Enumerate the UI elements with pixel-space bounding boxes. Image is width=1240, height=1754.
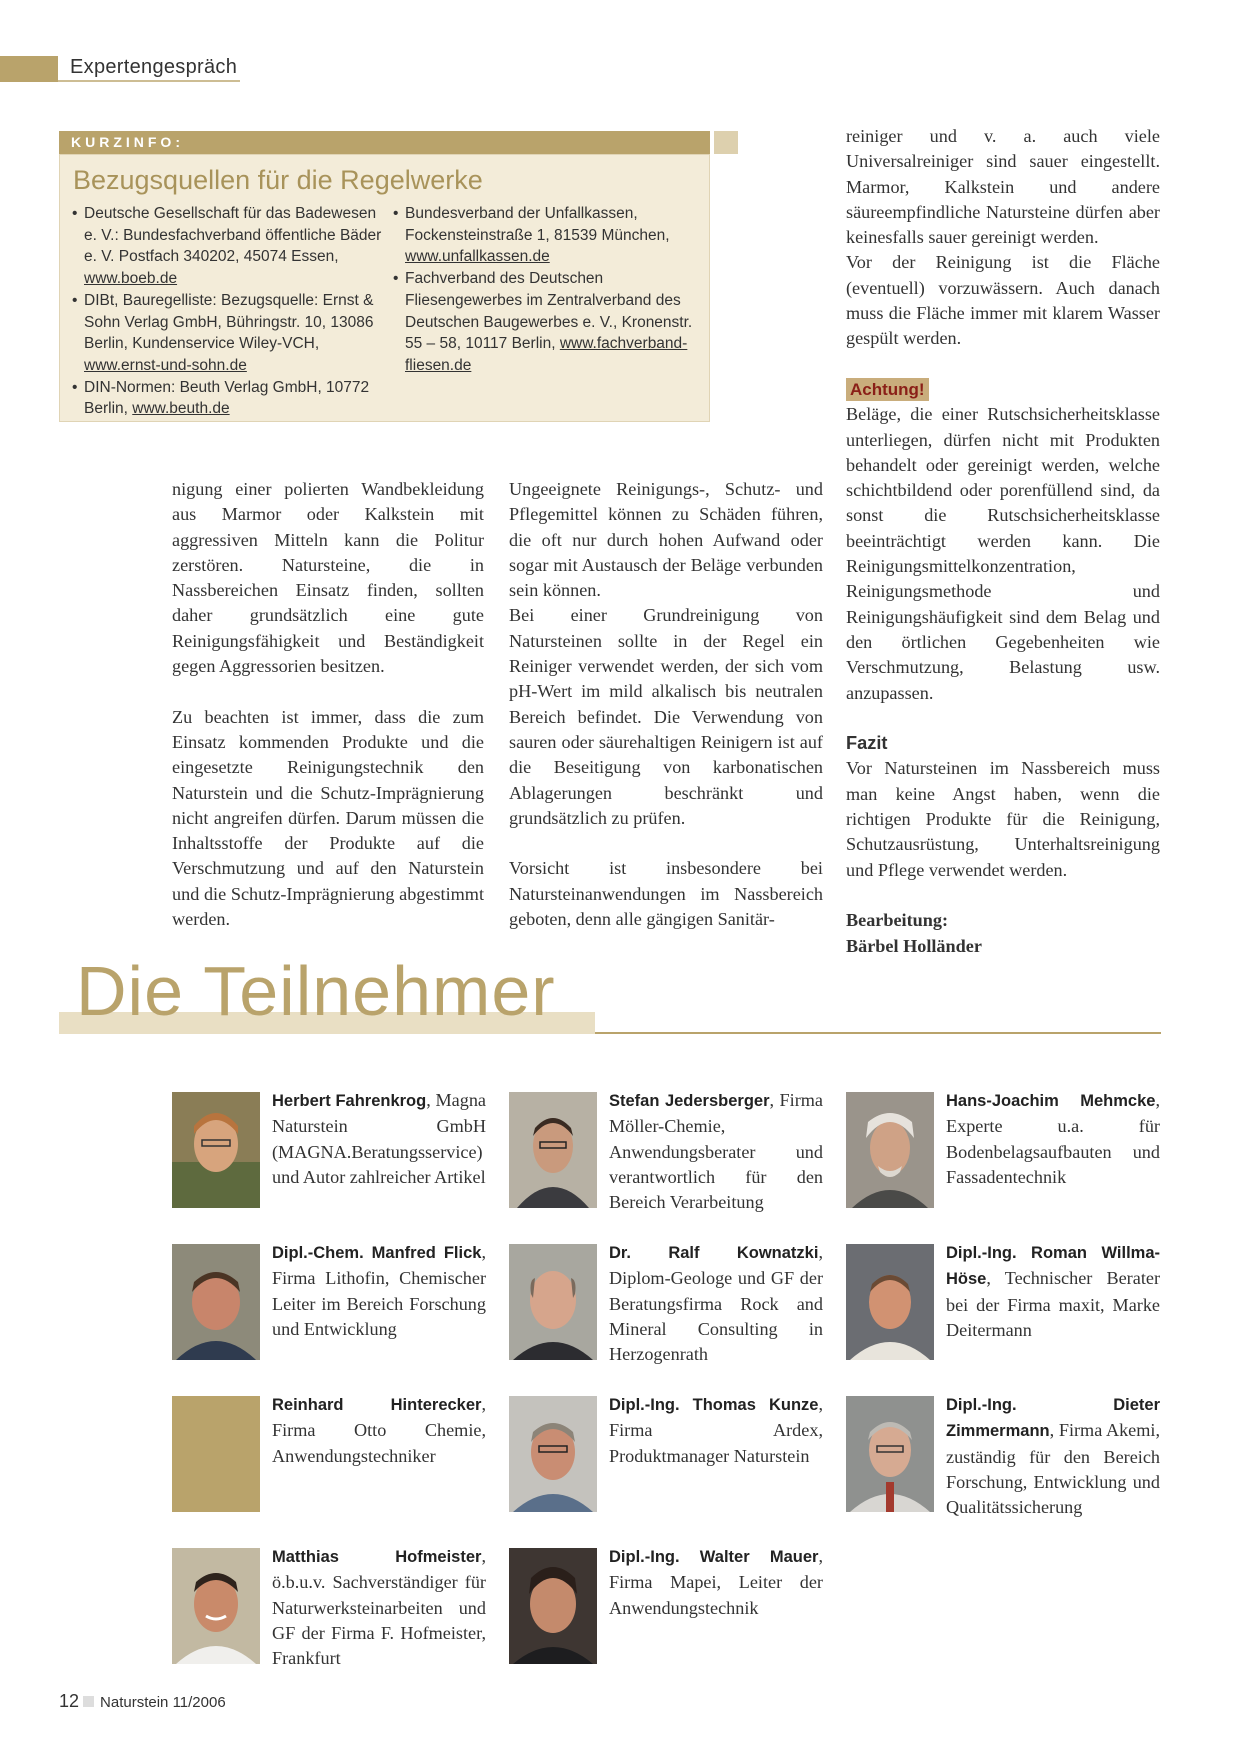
portrait-photo — [172, 1092, 260, 1208]
source-link[interactable]: www.ernst-und-sohn.de — [84, 356, 247, 374]
participant-description: Technischer Berater bei der Firma maxit, Marke Deitermann — [946, 1268, 1160, 1340]
kurzinfo-box — [59, 154, 710, 422]
article-column-1 — [172, 477, 484, 932]
section-rule — [595, 1032, 1161, 1034]
footer-square — [83, 1696, 94, 1707]
participant-name: Herbert Fahrenkrog — [272, 1092, 427, 1110]
participant-name: Hans-Joachim Mehmcke — [946, 1092, 1156, 1110]
section-underline — [58, 80, 240, 82]
section-title: Expertengespräch — [70, 56, 238, 78]
list-item: • Deutsche Gesellschaft für das Badewesen e. V.: Bundesfachverband öffentliche Bäder e. V. Postfach 340202, 45074 Essen, www.boeb.de — [72, 203, 386, 290]
participant-name: Dr. Ralf Kownatzki — [609, 1244, 819, 1262]
participant-name: Dipl.-Ing. Dieter Zimmermann — [946, 1396, 1160, 1441]
participant-description: Experte u.a. für Bodenbelagsaufbauten und Fassadentechnik — [946, 1116, 1160, 1187]
article-column-2 — [509, 477, 823, 932]
publication-name: Naturstein 11/2006 — [100, 1694, 226, 1711]
portrait-photo — [509, 1548, 597, 1664]
portrait-photo — [172, 1548, 260, 1664]
achtung-heading: Achtung! — [846, 378, 929, 401]
participant-name: Dipl.-Ing. Walter Mauer — [609, 1548, 819, 1566]
participant-description: Firma Akemi, zuständig für den Bereich Forschung, Entwicklung und Qualitätssicherung — [946, 1420, 1160, 1518]
portrait-photo — [846, 1396, 934, 1512]
list-item: • DIN-Normen: Beuth Verlag GmbH, 10772 Berlin, www.beuth.de — [72, 377, 386, 420]
source-link[interactable]: www.beuth.de — [132, 400, 230, 418]
participant-description: Firma Mapei, Leiter der Anwendungstechnik — [609, 1572, 823, 1618]
paragraph: Ungeeignete Reinigungs-, Schutz- und Pflegemittel können zu Schäden führen, die oft nur durch hohen Aufwand oder sogar mit Austausch der Beläge verbunden sein können. — [509, 479, 823, 601]
participant-description: Firma Möller-Chemie, Anwendungsberater und verantwortlich für den Bereich Verarbeitung — [609, 1090, 823, 1213]
participant-description: Firma Lithofin, Chemischer Leiter im Bereich Forschung und Entwicklung — [272, 1268, 486, 1339]
participant-description: Firma Ardex, Produktmanager Naturstein — [609, 1420, 823, 1466]
credit-label: Bearbeitung: — [846, 910, 949, 931]
portrait-photo — [846, 1244, 934, 1360]
participant-name: Stefan Jedersberger — [609, 1092, 770, 1110]
portrait-photo — [509, 1396, 597, 1512]
source-link[interactable]: www.fachverband-fliesen.de — [405, 335, 688, 374]
participant-name: Reinhard Hinterecker — [272, 1396, 482, 1414]
page-number: 12 — [59, 1691, 80, 1711]
paragraph: Bei einer Grundreinigung von Natursteinen sollte in der Regel ein Reiniger verwendet werden, der sich vom pH-Wert im mild alkalisch bis neutralen Bereich befindet. Die Verwendung von sauren oder säurehaltigen Reinigern ist auf die Beseitigung von karbonatischen Ablagerungen beschränkt und grundsätzlich zu prüfen. — [509, 605, 823, 828]
list-item: • DIBt, Bauregelliste: Bezugsquelle: Ernst & Sohn Verlag GmbH, Bühringstr. 10, 13086 Berlin, Kundenservice Wiley-VCH, www.ernst-und-sohn.de — [72, 290, 386, 377]
participant-description: Diplom-Geologe und GF der Beratungsfirma Rock and Mineral Consulting in Herzogenrath — [609, 1268, 823, 1365]
paragraph: Vorsicht ist insbesondere bei Natursteinanwendungen im Nassbereich geboten, denn alle gängigen Sanitär- — [509, 858, 823, 930]
kurzinfo-corner — [714, 131, 738, 154]
kurzinfo-label: KURZINFO: — [59, 131, 710, 154]
credit-name: Bärbel Holländer — [846, 935, 982, 956]
participant-name: Dipl.-Ing. Roman Willma-Höse — [946, 1244, 1160, 1289]
participant-description: Magna Naturstein GmbH (MAGNA.Beratungsservice) und Autor zahlreicher Artikel — [272, 1090, 486, 1187]
portrait-photo — [509, 1244, 597, 1360]
fazit-heading: Fazit — [846, 733, 888, 754]
portrait-photo — [509, 1092, 597, 1208]
participants-heading: Die Teilnehmer — [76, 952, 556, 1030]
paragraph: Vor Natursteinen im Nassbereich muss man keine Angst haben, wenn die richtigen Produkte für die Reinigung, Schutzausrüstung, Unterhaltsreinigung und Pflege verwendet werden. — [846, 758, 1160, 880]
kurzinfo-title: Bezugsquellen für die Regelwerke — [73, 165, 483, 195]
paragraph: Beläge, die einer Rutschsicherheitsklasse unterliegen, dürfen nicht mit Produkten behandelt oder gereinigt werden, welche schichtbildend oder porenfüllend sind, da sonst die Rutschsicherheitsklasse beeinträchtigt werden kann. Die Reinigungsmittelkonzentration, Reinigungsmethode und Reinigungshäufigkeit sind dem Belag und den örtlichen Gegebenheiten wie Verschmutzung, Belastung usw. anzupassen. — [846, 404, 1160, 703]
paragraph: nigung einer polierten Wandbekleidung aus Marmor oder Kalkstein mit aggressiven Mitteln kann die Politur zerstören. Natursteine, die in Nassbereichen Einsatz finden, sollten daher grundsätzlich eine gute Reinigungsfähigkeit und Beständigkeit gegen Aggressorien besitzen. — [172, 479, 484, 677]
list-item: • Bundesverband der Unfallkassen, Fockensteinstraße 1, 81539 München, www.unfallkassen.de — [393, 203, 693, 268]
source-link[interactable]: www.unfallkassen.de — [405, 248, 550, 266]
page-footer — [59, 1691, 226, 1712]
kurzinfo-left-column — [72, 203, 386, 420]
paragraph: Vor der Reinigung ist die Fläche (eventuell) vorzuwässern. Auch danach muss die Fläche immer mit klarem Wasser gespült werden. — [846, 252, 1160, 349]
participant-name: Matthias Hofmeister — [272, 1548, 482, 1566]
participant-description: Firma Otto Chemie, Anwendungstechniker — [272, 1420, 486, 1466]
source-link[interactable]: www.boeb.de — [84, 270, 178, 288]
list-item: • Fachverband des Deutschen Fliesengewerbes im Zentralverband des Deutschen Baugewerbes e. V., Kronenstr. 55 – 58, 10117 Berlin, www.fachverband-fliesen.de — [393, 268, 693, 377]
paragraph: reiniger und v. a. auch viele Universalreiniger sind sauer eingestellt. Marmor, Kalkstein und andere säureempfindliche Natursteine dürfen aber keinesfalls sauer gereinigt werden. — [846, 126, 1160, 248]
participant-description: ö.b.u.v. Sachverständiger für Naturwerksteinarbeiten und GF der Firma F. Hofmeister, Frankfurt — [272, 1572, 486, 1669]
portrait-placeholder — [172, 1396, 260, 1512]
portrait-photo — [172, 1244, 260, 1360]
paragraph: Zu beachten ist immer, dass die zum Einsatz kommenden Produkte und die eingesetzte Reinigungstechnik den Naturstein und die Schutz-Imprägnierung nicht angreifen dürfen. Darum müssen die Inhaltsstoffe der Produkte auf die Verschmutzung und auf den Naturstein und die Schutz-Imprägnierung abgestimmt werden. — [172, 706, 484, 930]
section-marker — [0, 56, 58, 82]
portrait-photo — [846, 1092, 934, 1208]
participant-name: Dipl.-Ing. Thomas Kunze — [609, 1396, 819, 1414]
kurzinfo-right-column — [393, 203, 693, 377]
article-column-3 — [846, 124, 1160, 959]
participant-name: Dipl.-Chem. Manfred Flick — [272, 1244, 482, 1262]
